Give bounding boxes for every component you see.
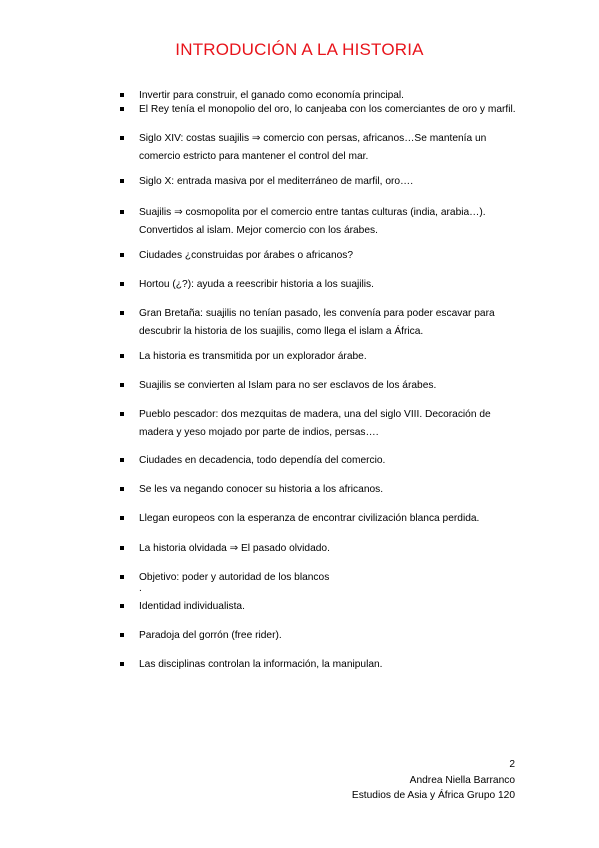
bullet-icon <box>120 575 124 579</box>
bullet-icon <box>120 136 124 140</box>
list-item-text: Siglo X: entrada masiva por el mediterráneo de marfil, oro…. <box>139 176 414 187</box>
list-item-text: descubrir la historia de los suajilis, como llega el islam a África. <box>139 326 424 337</box>
stray-period: . <box>139 583 142 594</box>
bullet-icon <box>120 107 124 111</box>
list-item-text: El Rey tenía el monopolio del oro, lo canjeaba con los comerciantes de oro y marfil. <box>139 104 516 115</box>
list-item-text: Se les va negando conocer su historia a los africanos. <box>139 484 384 495</box>
list-item-text: Las disciplinas controlan la información, la manipulan. <box>139 659 383 670</box>
list-item-text: La historia olvidada ⇒ El pasado olvidado. <box>139 543 330 554</box>
list-item-text: Ciudades en decadencia, todo dependía del comercio. <box>139 455 386 466</box>
list-item-text: La historia es transmitida por un explorador árabe. <box>139 351 367 362</box>
bullet-icon <box>120 662 124 666</box>
footer-course: Estudios de Asia y África Grupo 120 <box>351 790 515 801</box>
bullet-icon <box>120 179 124 183</box>
list-item-text: Suajilis ⇒ cosmopolita por el comercio entre tantas culturas (india, arabia…). <box>139 207 486 218</box>
list-item-text: Invertir para construir, el ganado como economía principal. <box>139 90 405 101</box>
document-title: INTRODUCIÓN A LA HISTORIA <box>175 40 424 59</box>
bullet-icon <box>120 354 124 358</box>
list-item-text: Siglo XIV: costas suajilis ⇒ comercio con persas, africanos…Se mantenía un <box>139 133 487 144</box>
bullet-icon <box>120 311 124 315</box>
list-item-text: Convertidos al islam. Mejor comercio con los árabes. <box>139 225 378 236</box>
bullet-icon <box>120 93 124 97</box>
bullet-icon <box>120 383 124 387</box>
page-number: 2 <box>509 759 515 770</box>
list-item-text: Paradoja del gorrón (free rider). <box>139 630 282 641</box>
list-item-text: Suajilis se convierten al Islam para no ser esclavos de los árabes. <box>139 380 437 391</box>
bullet-icon <box>120 253 124 257</box>
bullet-icon <box>120 604 124 608</box>
footer-author: Andrea Niella Barranco <box>409 775 515 786</box>
list-item-text: Identidad individualista. <box>139 601 245 612</box>
list-item-text: Objetivo: poder y autoridad de los blancos <box>139 572 330 583</box>
bullet-icon <box>120 210 124 214</box>
bullet-icon <box>120 458 124 462</box>
list-item-text: Hortou (¿?): ayuda a reescribir historia a los suajilis. <box>139 279 374 290</box>
list-item-text: comercio estricto para mantener el control del mar. <box>139 151 369 162</box>
bullet-icon <box>120 282 124 286</box>
list-item-text: Llegan europeos con la esperanza de encontrar civilización blanca perdida. <box>139 513 480 524</box>
list-item-text: madera y yeso mojado por parte de indios, persas…. <box>139 427 379 438</box>
list-item-text: Pueblo pescador: dos mezquitas de madera, una del siglo VIII. Decoración de <box>139 409 491 420</box>
bullet-icon <box>120 487 124 491</box>
bullet-icon <box>120 516 124 520</box>
bullet-icon <box>120 546 124 550</box>
bullet-icon <box>120 633 124 637</box>
list-item-text: Gran Bretaña: suajilis no tenían pasado, les convenía para poder escavar para <box>139 308 495 319</box>
list-item-text: Ciudades ¿construidas por árabes o africanos? <box>139 250 354 261</box>
bullet-icon <box>120 412 124 416</box>
